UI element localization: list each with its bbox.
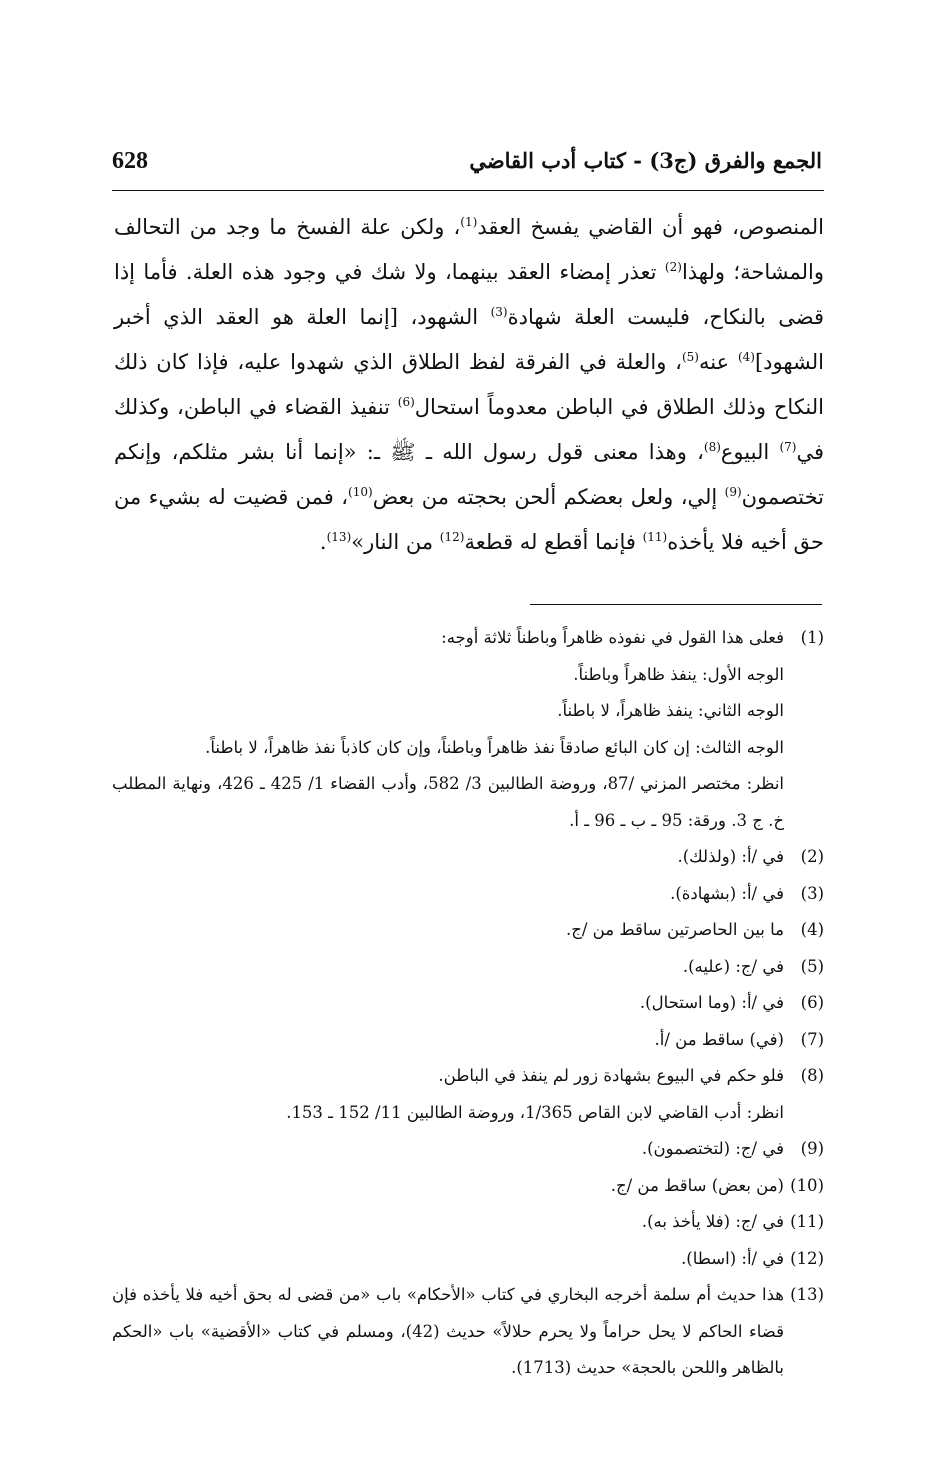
- footnote-line: في /أ: (بشهادة).: [670, 883, 784, 903]
- footnote-text: [112, 1131, 784, 1168]
- footnote-marker: (1): [460, 215, 478, 229]
- text-run: فإنما أقطع له قطعة: [464, 530, 643, 554]
- text-run: ، ولكن علة الفسخ ما وجد من التحالف والمشاحة؛ ولهذا: [114, 215, 824, 284]
- footnote-line: (من بعض) ساقط من /ج.: [610, 1175, 784, 1195]
- footnote-text: [112, 949, 784, 986]
- footnote-separator: [530, 604, 822, 605]
- footnote-line: ما بين الحاصرتين ساقط من /ج.: [565, 920, 784, 939]
- text-run: تنفيذ القضاء في الباطن، وكذلك في: [114, 395, 824, 464]
- footnote-item: [112, 1131, 824, 1168]
- footnote-marker: (6): [397, 395, 415, 409]
- footnote-item: [112, 1277, 824, 1387]
- footnote-item: [112, 876, 824, 913]
- footnote-text: [112, 1277, 784, 1387]
- footnote-marker: (12): [439, 530, 465, 544]
- footnote-line: الوجه الثالث: إن كان البائع صادقاً نفذ ظاهراً وباطناً، وإن كان كاذباً نفذ ظاهراً، لا باطناً.: [205, 737, 784, 757]
- footnote-line: فعلى هذا القول في نفوذه ظاهراً وباطناً ثلاثة أوجه:: [441, 628, 784, 647]
- footnote-line: في /أ: (اسطا).: [681, 1248, 784, 1268]
- footnote-text: [112, 839, 784, 876]
- footnote-line: هذا حديث أم سلمة أخرجه البخاري في كتاب «الأحكام» باب «من قضى له بحق أخيه فلا يأخذه فإن قضاء الحاكم لا يحل حراماً ولا يحرم حلالاً» حديث (42)، ومسلم في كتاب «الأقضية» باب «الحكم بالظاهر واللحن بالحجة» حديث (1713).: [112, 1285, 784, 1377]
- text-run: البيوع: [720, 440, 780, 464]
- footnote-item: [112, 985, 824, 1022]
- footnote-number: (3): [800, 883, 824, 903]
- footnote-line: (في) ساقط من /أ.: [654, 1029, 784, 1049]
- footnote-line: في /أ: (ولذلك).: [677, 847, 784, 866]
- text-run: ، والعلة في الفرقة لفظ الطلاق الذي شهدوا عليه، فإذا كان ذلك النكاح وذلك الطلاق في الباطن معدوماً استحال: [114, 350, 824, 419]
- text-run: من النار»: [351, 530, 440, 554]
- footnote-number: (11): [790, 1212, 824, 1231]
- main-text: [114, 205, 824, 565]
- text-run: ، وهذا معنى قول رسول الله ـ ﷺ ـ: «إنما أنا بشر مثلكم، وإنكم تختصمون: [114, 440, 825, 509]
- footnote-line: في /ج: (فلا يأخذ به).: [641, 1212, 784, 1231]
- footnote-item: [112, 1204, 824, 1241]
- footnote-text: [112, 1241, 784, 1278]
- footnote-number: (1): [800, 628, 824, 647]
- footnote-marker: (2): [664, 260, 682, 274]
- text-run: .: [319, 530, 327, 554]
- footnote-text: [112, 620, 784, 839]
- footnote-marker: (7): [779, 440, 797, 454]
- footnote-line: انظر: مختصر المزني /87، وروضة الطالبين 3/ 582، وأدب القضاء 1/ 425 ـ 426، ونهاية المطلب خ. ج 3. ورقة: 95 ـ ب ـ 96 ـ أ.: [112, 774, 785, 830]
- footnote-marker: (5): [681, 350, 699, 364]
- footnote-text: [112, 1022, 784, 1059]
- footnote-item: [112, 1058, 824, 1131]
- footnote-item: [112, 912, 824, 949]
- footnote-text: [112, 1058, 784, 1131]
- footnote-number: (10): [790, 1175, 824, 1195]
- footnote-item: [112, 1168, 824, 1205]
- footnote-line: في /أ: (وما استحال).: [639, 993, 784, 1012]
- footnote-line: الوجه الثاني: ينفذ ظاهراً، لا باطناً.: [557, 701, 784, 720]
- footnote-marker: (13): [326, 530, 352, 544]
- footnote-number: (5): [800, 956, 824, 976]
- running-title: الجمع والفرق (ج3) - كتاب أدب القاضي: [469, 148, 822, 173]
- footnote-number: (13): [790, 1285, 824, 1304]
- text-run: المنصوص، فهو أن القاضي يفسخ العقد: [477, 215, 825, 239]
- text-run: ، فمن قضيت له بشيء من حق أخيه فلا يأخذه: [114, 485, 824, 554]
- footnote-marker: (9): [724, 485, 742, 499]
- footnote-text: [112, 1204, 784, 1241]
- footnote-line: الوجه الأول: ينفذ ظاهراً وباطناً.: [573, 664, 784, 684]
- footnote-line: انظر: أدب القاضي لابن القاص 1/365، وروضة الطالبين 11/ 152 ـ 153.: [286, 1102, 784, 1122]
- text-run: عنه: [698, 350, 738, 374]
- text-run: تعذر إمضاء العقد بينهما، ولا شك في وجود هذه العلة. فأما إذا قضى بالنكاح، فليست العلة شهادة: [114, 260, 825, 329]
- footnotes: [112, 620, 824, 1387]
- footnote-number: (9): [800, 1139, 824, 1158]
- running-header: [112, 148, 822, 188]
- header-rule: [112, 190, 824, 191]
- footnote-marker: (10): [348, 485, 373, 499]
- footnote-text: [112, 1168, 784, 1205]
- footnote-marker: (3): [490, 305, 508, 319]
- text-run: الشهود، [إنما العلة هو العقد الذي أخبر الشهود]: [114, 305, 824, 374]
- footnote-line: فلو حكم في البيوع بشهادة زور لم ينفذ في الباطن.: [438, 1066, 784, 1085]
- footnote-text: [112, 985, 784, 1022]
- footnote-text: [112, 876, 784, 913]
- footnote-marker: (8): [703, 440, 721, 454]
- footnote-item: [112, 620, 824, 839]
- footnote-item: [112, 1022, 824, 1059]
- footnote-number: (8): [800, 1066, 824, 1085]
- footnote-line: في /ج: (عليه).: [682, 956, 784, 976]
- text-run: إلي، ولعل بعضكم ألحن بحجته من بعض: [372, 485, 725, 509]
- footnote-number: (2): [800, 847, 824, 866]
- footnote-item: [112, 949, 824, 986]
- footnote-number: (12): [790, 1248, 824, 1268]
- footnote-item: [112, 839, 824, 876]
- page-number: 628: [112, 148, 148, 174]
- footnote-number: (4): [800, 920, 824, 939]
- footnote-number: (6): [800, 993, 824, 1012]
- footnote-line: في /ج: (لتختصمون).: [641, 1139, 784, 1158]
- footnote-marker: (4): [737, 350, 755, 364]
- footnote-text: [112, 912, 784, 949]
- footnote-number: (7): [800, 1029, 824, 1049]
- footnote-item: [112, 1241, 824, 1278]
- main-paragraph: [114, 205, 824, 565]
- footnote-marker: (11): [642, 530, 668, 544]
